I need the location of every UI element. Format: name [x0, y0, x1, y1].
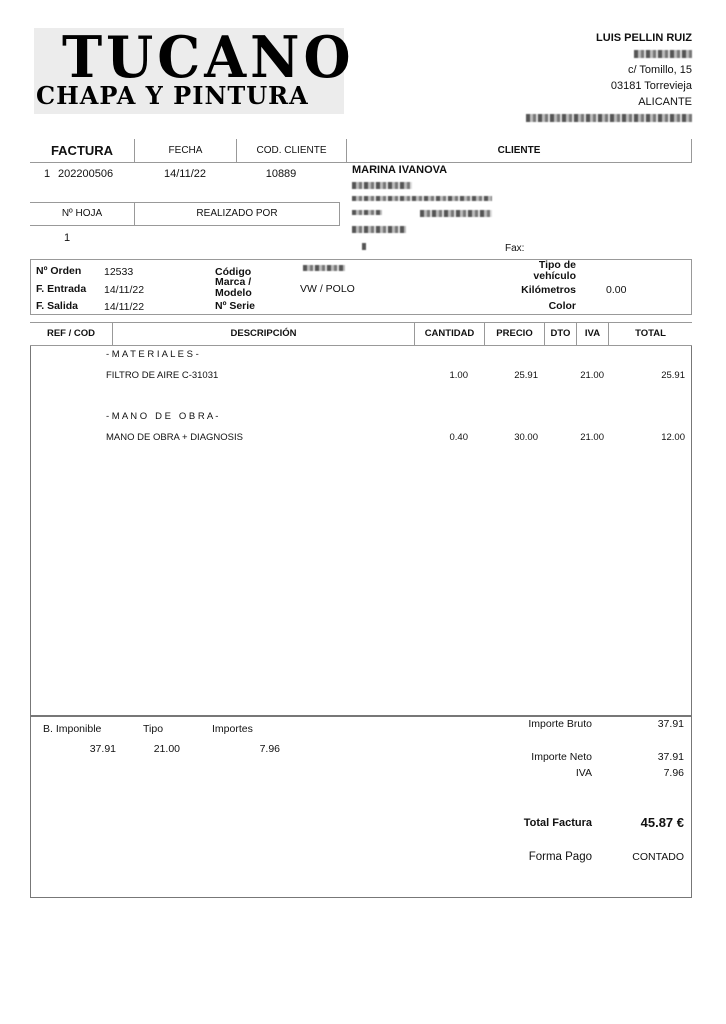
label-km: Kilómetros — [521, 284, 576, 296]
fax-label: Fax: — [505, 243, 525, 254]
redacted-codigo — [303, 265, 345, 271]
label-realizado: REALIZADO POR — [134, 202, 340, 226]
item-total: 12.00 — [661, 432, 685, 443]
label-vehiculo: vehículo — [533, 270, 576, 280]
item-iva: 21.00 — [580, 370, 604, 381]
label-tipo-vehiculo — [520, 260, 576, 280]
label-total-factura: Total Factura — [523, 817, 592, 829]
items-table-header — [30, 322, 692, 346]
client-name: MARINA IVANOVA — [352, 164, 448, 176]
label-codigo: Código — [215, 266, 252, 278]
label-importe-neto: Importe Neto — [531, 751, 592, 763]
table-row — [106, 370, 692, 382]
label-modelo: Modelo — [215, 287, 252, 299]
importe-bruto: 37.91 — [657, 718, 684, 730]
importe-neto: 37.91 — [657, 751, 684, 763]
invoice-number: 202200506 — [58, 168, 114, 180]
label-tipo: Tipo — [143, 723, 164, 735]
label-forma-pago: Forma Pago — [528, 851, 592, 863]
invoice-serie: 1 — [44, 168, 51, 180]
col-ref: REF / COD — [46, 328, 96, 339]
col-price: PRECIO — [484, 323, 544, 345]
item-iva: 21.00 — [580, 432, 604, 443]
label-orden: Nº Orden — [36, 265, 82, 277]
label-marca-modelo — [215, 277, 252, 299]
forma-pago: CONTADO — [632, 851, 684, 863]
km-value: 0.00 — [606, 284, 627, 296]
label-salida: F. Salida — [36, 300, 79, 312]
label-color: Color — [548, 300, 576, 312]
table-row — [106, 432, 692, 444]
label-cod-cliente: COD. CLIENTE — [236, 139, 346, 163]
company-owner: LUIS PELLIN RUIZ — [596, 32, 692, 44]
col-desc: DESCRIPCIÓN — [112, 323, 414, 345]
label-cliente: CLIENTE — [346, 139, 692, 163]
label-entrada: F. Entrada — [36, 283, 87, 295]
redacted-client-line — [362, 243, 366, 250]
sheet-number: 1 — [64, 232, 71, 244]
item-desc: FILTRO DE AIRE C-31031 — [106, 370, 219, 381]
redacted-client-line — [352, 226, 406, 233]
invoice-client-code: 10889 — [265, 168, 297, 180]
date-entrada: 14/11/22 — [104, 284, 145, 296]
date-salida: 14/11/22 — [104, 301, 145, 313]
company-province: ALICANTE — [638, 96, 692, 108]
col-qty: CANTIDAD — [414, 323, 484, 345]
totals-box — [30, 716, 692, 898]
redacted-client-line — [352, 210, 382, 215]
label-base-imponible: B. Imponible — [43, 723, 102, 735]
label-iva-total: IVA — [575, 767, 592, 779]
importe-iva: 7.96 — [259, 743, 280, 755]
col-total: TOTAL — [608, 323, 692, 345]
logo-subtitle: CHAPA Y PINTURA — [36, 81, 309, 110]
item-total: 25.91 — [661, 370, 685, 381]
company-city: 03181 Torrevieja — [610, 80, 692, 92]
redacted-text — [634, 50, 692, 58]
tipo-iva: 21.00 — [153, 743, 180, 755]
company-info — [526, 30, 692, 126]
item-qty: 0.40 — [449, 432, 468, 443]
redacted-client-line — [352, 196, 492, 201]
total-factura: 45.87 € — [640, 815, 684, 830]
label-serie: Nº Serie — [215, 300, 256, 312]
label-fecha: FECHA — [134, 139, 236, 163]
redacted-client-line — [420, 210, 492, 217]
redacted-client-line — [352, 182, 412, 189]
label-marca: Marca / — [215, 277, 252, 288]
item-qty: 1.00 — [449, 370, 468, 381]
items-table-body — [30, 346, 692, 716]
section-title: - M A N O D E O B R A - — [106, 411, 219, 422]
item-price: 30.00 — [514, 432, 538, 443]
label-hoja: Nº HOJA — [61, 208, 103, 219]
company-address: c/ Tomillo, 15 — [628, 64, 692, 76]
redacted-phone — [526, 114, 692, 122]
col-dto: DTO — [544, 323, 576, 345]
label-importes: Importes — [212, 723, 253, 735]
item-price: 25.91 — [514, 370, 538, 381]
base-imponible: 37.91 — [89, 743, 116, 755]
order-number: 12533 — [104, 266, 134, 278]
item-desc: MANO DE OBRA + DIAGNOSIS — [106, 432, 243, 443]
label-importe-bruto: Importe Bruto — [528, 718, 592, 730]
logo-title: TUCANO — [62, 23, 355, 91]
marca-modelo: VW / POLO — [300, 283, 355, 295]
label-factura: FACTURA — [50, 143, 114, 158]
label-tipo: Tipo de — [538, 260, 576, 271]
invoice-date: 14/11/22 — [163, 168, 206, 180]
section-title: - M A T E R I A L E S - — [106, 349, 199, 360]
iva-total: 7.96 — [663, 767, 684, 779]
col-iva: IVA — [576, 323, 608, 345]
